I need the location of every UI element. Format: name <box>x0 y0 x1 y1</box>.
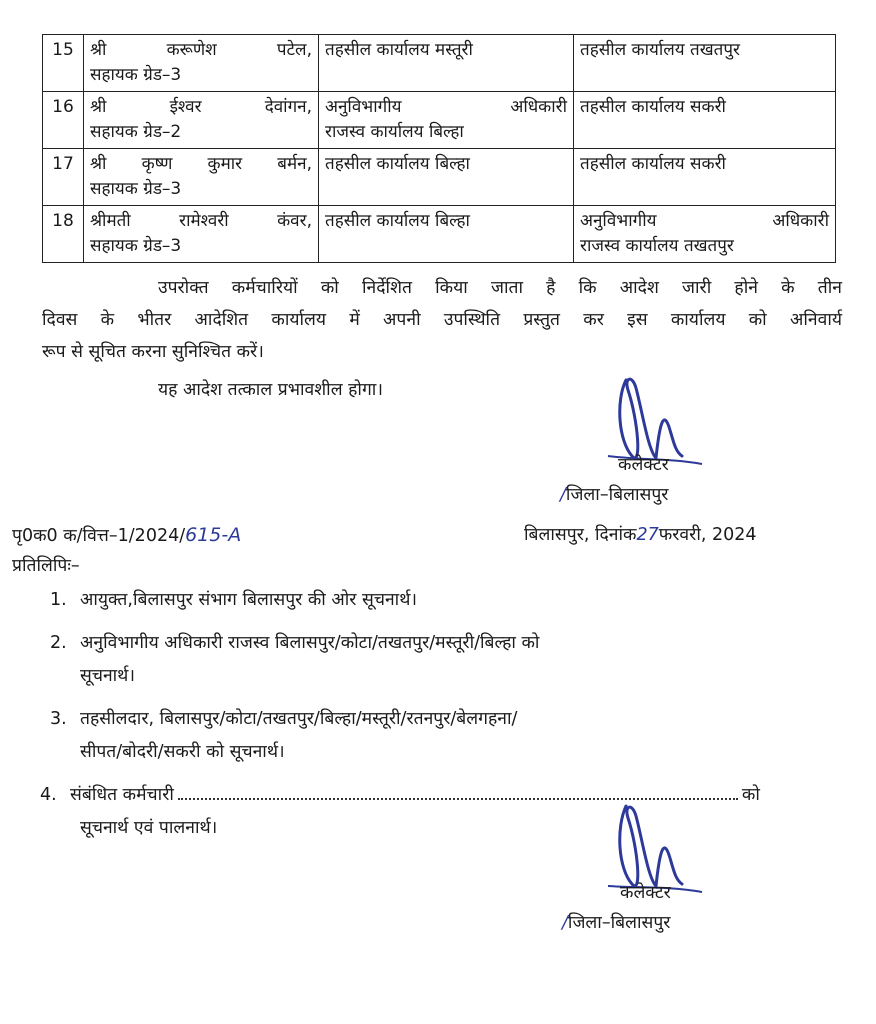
copy-item: 3. तहसीलदार, बिलासपुर/कोटा/तखतपुर/बिल्हा/मस्तूरी/रतनपुर/बेलगहना/ सीपत/बोदरी/सकरी को सूचनार्थ। <box>50 709 518 762</box>
serial-number: 15 <box>43 35 84 92</box>
copy-item: 1. आयुक्त,बिलासपुर संभाग बिलासपुर की ओर सूचनार्थ। <box>50 590 418 610</box>
current-office: अनुविभागीय अधिकारी राजस्व कार्यालय बिल्हा <box>319 92 574 149</box>
table-row <box>43 206 836 263</box>
serial-number: 18 <box>43 206 84 263</box>
signature-block-1 <box>560 450 760 510</box>
reference-number: पृ0क0 क/वित्त–1/2024/ <box>12 526 186 546</box>
employee-name: श्रीमती रामेश्वरी कंवर, सहायक ग्रेड–3 <box>84 206 319 263</box>
current-office: तहसील कार्यालय बिल्हा <box>319 206 574 263</box>
collector-title-1: कलेक्टर <box>618 455 669 475</box>
district-label-2: /जिला–बिलासपुर <box>562 913 671 933</box>
effective-statement: यह आदेश तत्काल प्रभावशील होगा। <box>158 380 383 400</box>
employee-name: श्री कृष्ण कुमार बर्मन, सहायक ग्रेड–3 <box>84 149 319 206</box>
instruction-line-2: दिवस के भीतर आदेशित कार्यालय में अपनी उपस्थिति प्रस्तुत कर इस कार्यालय को अनिवार्य <box>42 310 842 330</box>
current-office: तहसील कार्यालय बिल्हा <box>319 149 574 206</box>
posted-office: अनुविभागीय अधिकारी राजस्व कार्यालय तखतपुर <box>574 206 836 263</box>
instruction-line-1: उपरोक्त कर्मचारियों को निर्देशित किया जाता है कि आदेश जारी होने के तीन <box>158 278 842 298</box>
handwritten-dispatch-number: 615-A <box>185 524 242 546</box>
reference-line <box>12 520 842 551</box>
table-row <box>43 92 836 149</box>
instruction-line-3: रूप से सूचित करना सुनिश्चित करें। <box>42 342 264 362</box>
posted-office: तहसील कार्यालय सकरी <box>574 92 836 149</box>
staff-transfer-table <box>42 34 836 263</box>
signature-block-2 <box>562 878 762 938</box>
posted-office: तहसील कार्यालय सकरी <box>574 149 836 206</box>
copy-list <box>40 584 840 855</box>
serial-number: 17 <box>43 149 84 206</box>
employee-name: श्री ईश्वर देवांगन, सहायक ग्रेड–2 <box>84 92 319 149</box>
copy-item: 4. संबंधित कर्मचारी को सूचनार्थ एवं पालनार्थ। <box>40 779 840 845</box>
collector-title-2: कलेक्टर <box>620 883 671 903</box>
district-label-1: /जिला–बिलासपुर <box>560 485 669 505</box>
place-date: बिलासपुर, दिनांक27फरवरी, 2024 <box>524 525 757 545</box>
employee-name: श्री करूणेश पटेल, सहायक ग्रेड–3 <box>84 35 319 92</box>
table-row <box>43 35 836 92</box>
copy-heading: प्रतिलिपिः– <box>12 556 80 576</box>
handwritten-day: 27 <box>636 525 659 545</box>
posted-office: तहसील कार्यालय तखतपुर <box>574 35 836 92</box>
copy-item: 2. अनुविभागीय अधिकारी राजस्व बिलासपुर/कोटा/तखतपुर/मस्तूरी/बिल्हा को सूचनार्थ। <box>50 633 540 686</box>
instruction-paragraph <box>42 272 842 368</box>
table-row <box>43 149 836 206</box>
serial-number: 16 <box>43 92 84 149</box>
current-office: तहसील कार्यालय मस्तूरी <box>319 35 574 92</box>
